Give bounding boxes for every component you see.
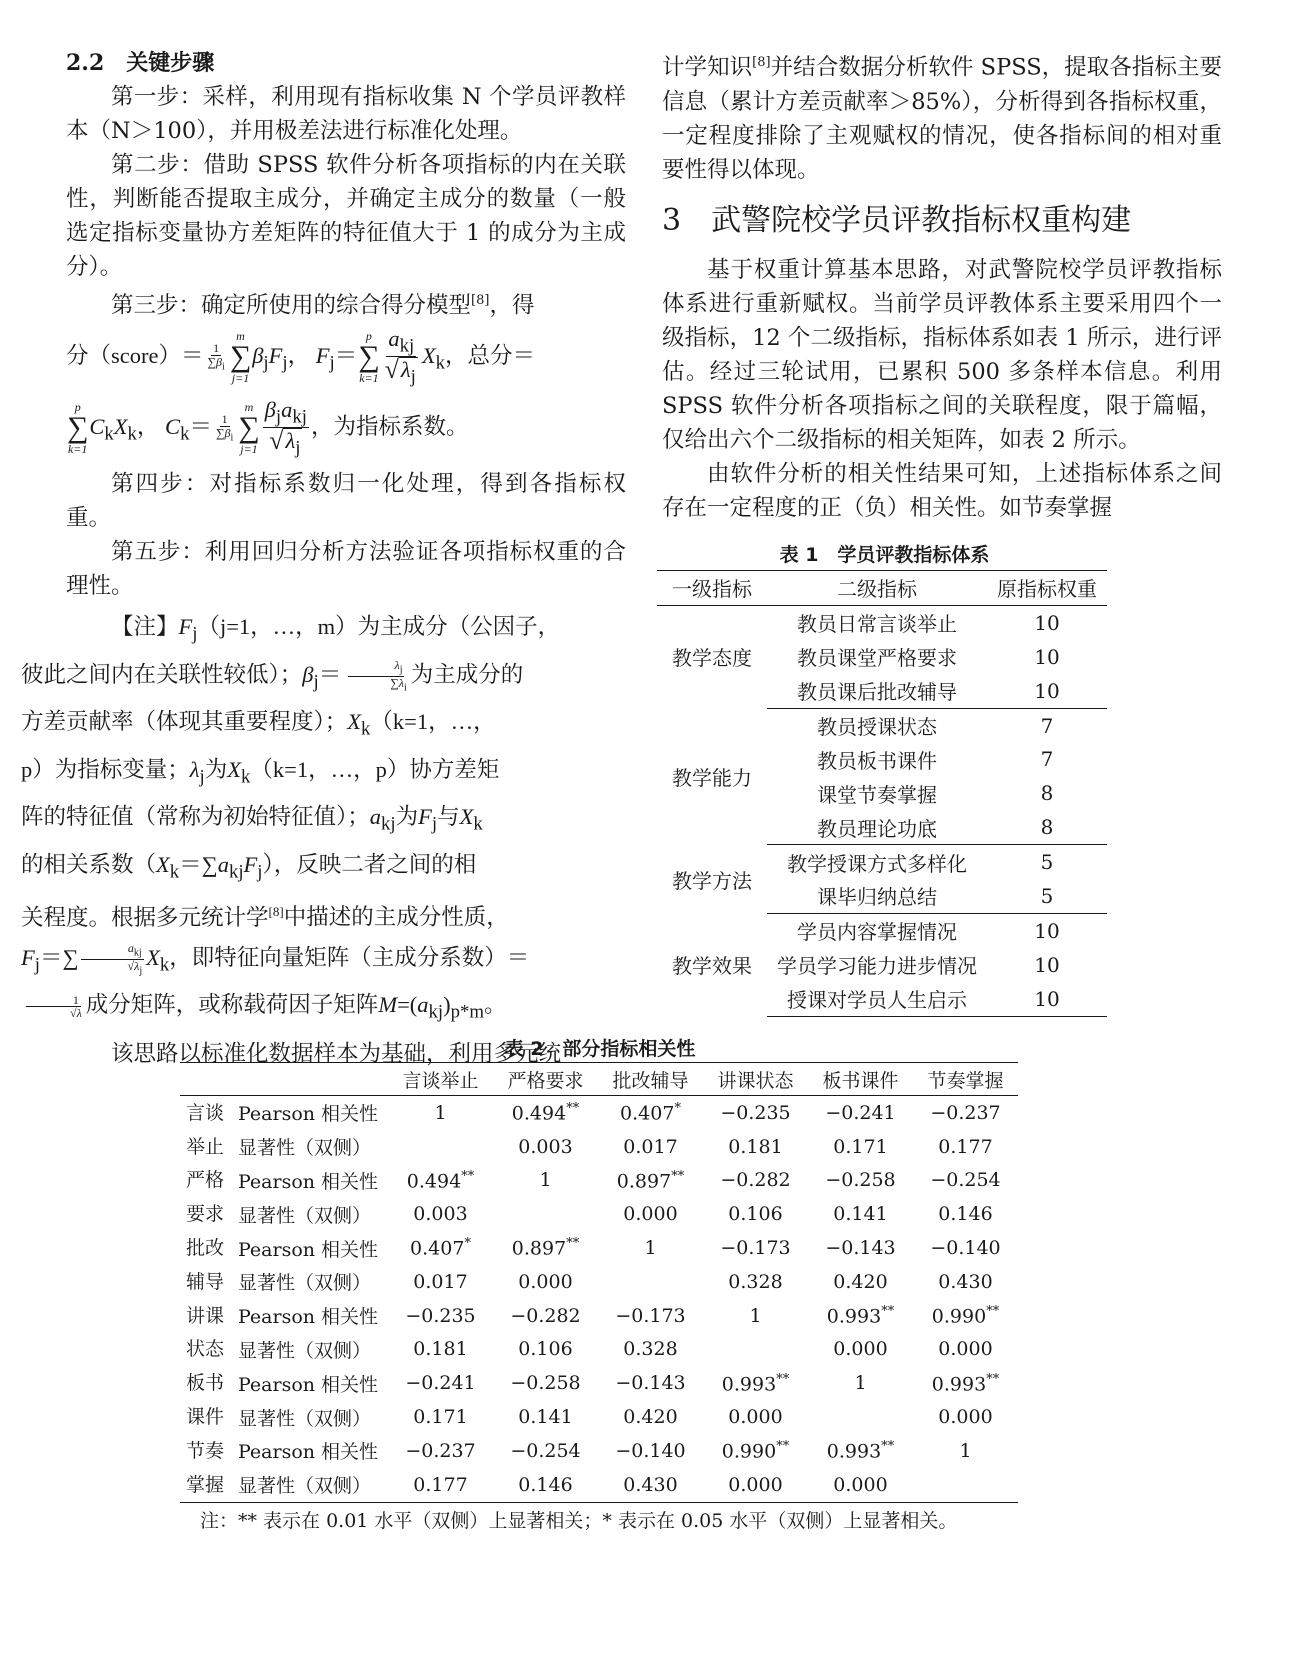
table2-header: 板书课件 [808, 1063, 913, 1096]
table2-cell: 0.171 [833, 1135, 888, 1158]
table2-cell: −0.140 [615, 1439, 686, 1462]
table2-cell [598, 1265, 703, 1299]
table2-cell: 0.177 [938, 1135, 993, 1158]
section-heading-3: 3 武警院校学员评教指标权重构建 [662, 202, 1132, 238]
table2-cell: 0.993** [931, 1371, 1000, 1395]
table1-weight: 5 [1040, 850, 1054, 875]
table2-cell: 0.000 [833, 1338, 888, 1361]
table1-primary-indicator: 教学能力 [672, 765, 752, 790]
table1-weight: 8 [987, 810, 1107, 844]
table2-metric-label: 显著性（双侧） [238, 1407, 372, 1430]
table2-cell: 0.420 [833, 1270, 888, 1293]
table1-secondary-indicator: 教学授课方式多样化 [787, 851, 967, 876]
table2-metric-label: Pearson 相关性 [238, 1373, 379, 1396]
table-row [180, 1096, 1018, 1130]
table1-group [657, 845, 1107, 914]
table2-metric-label: Pearson 相关性 [238, 1238, 379, 1261]
table1-secondary-indicator: 学员内容掌握情况 [797, 920, 957, 945]
table2-cell: 0.106 [518, 1338, 573, 1361]
table1-weight: 5 [987, 879, 1107, 913]
table2-cell: 0.407* [410, 1236, 471, 1260]
step5-paragraph: 第五步：利用回归分析方法验证各项指标权重的合理性。 [66, 539, 626, 600]
table2-cell: 0.141 [518, 1406, 573, 1429]
table2-row-label: 辅导 [186, 1270, 225, 1293]
table2-row-label: 讲课 [186, 1304, 225, 1327]
table2-cell: 0.993** [826, 1439, 895, 1463]
table2-cell: 0.003 [518, 1135, 573, 1158]
table2 [180, 1062, 1018, 1503]
table2-metric-label: Pearson 相关性 [238, 1306, 379, 1329]
table1-caption: 表 1 学员评教指标体系 [779, 544, 990, 566]
table2-row-label: 要求 [186, 1203, 225, 1226]
table2-caption: 表 2 部分指标相关性 [504, 1038, 696, 1060]
table2-header: 严格要求 [493, 1063, 598, 1096]
table2-cell: 1 [749, 1304, 762, 1327]
table2-cell: −0.254 [510, 1439, 581, 1462]
final-paragraph-left: 该思路以标准化数据样本为基础，利用多元统 [111, 1040, 562, 1067]
table2-cell: 0.430 [598, 1468, 703, 1502]
table1-header: 原指标权重 [987, 571, 1107, 606]
table2-row-label: 掌握 [180, 1468, 238, 1502]
continued-paragraph: 计学知识[8]并结合数据分析软件 SPSS，提取各指标主要信息（累计方差贡献率＞85%），分析得到各指标权重，一定程度排除了主观赋权的情况，使各指标间的相对重要性得以体现。 [662, 54, 1222, 183]
table2-cell: −0.241 [405, 1372, 476, 1395]
table1-group [657, 708, 1107, 845]
table2-cell: 0.017 [623, 1135, 678, 1158]
table2-header-row [180, 1063, 1018, 1096]
table1-secondary-indicator: 教员理论功底 [767, 810, 987, 844]
table2-header: 讲课状态 [703, 1063, 808, 1096]
table1-header-row [657, 571, 1107, 606]
table-row [180, 1468, 1018, 1502]
table1-header: 一级指标 [657, 571, 767, 606]
table2-metric-label: 显著性（双侧） [238, 1339, 372, 1362]
table-row [180, 1265, 1018, 1299]
table1-secondary-indicator: 教员板书课件 [817, 748, 937, 773]
table2-row-label: 节奏 [186, 1439, 225, 1462]
table-row [180, 1333, 1018, 1367]
table-row [657, 913, 1107, 947]
table1-secondary-indicator: 教员课后批改辅导 [767, 674, 987, 708]
table2-cell: 0.146 [493, 1468, 598, 1502]
table1-weight: 10 [987, 982, 1107, 1016]
table2-cell: 0.017 [413, 1270, 468, 1293]
table2-cell: 0.993** [826, 1304, 895, 1328]
table2-metric-label: 显著性（双侧） [238, 1204, 372, 1227]
table2-row-label: 举止 [186, 1135, 225, 1158]
note-paragraph: 【注】$F_j(j=1$，…，m）为主成分（公因子， 彼此之间内在关联性较低）；$\beta_j=$ $\frac{\lambda_j}{\sum\lambda_i}$ 为主成分的 方差贡献率（体现其重要程度）；$X_k(k=1$，…， p）为指标变量；$\lambda_j$为$X_k(k=1$，…，p）协方差矩 阵的特征值（常称为初始特征值）；$a_{kj}$为$F_j$与$X_k$ 的相关系数$(X_k=\sum a_{kj}F_j)$，反映二者之间的相 关程度。根据多元统计学[8]中描述的主成分性质， $F_j=\sum$ $\frac{a_{kj}}{√\lambda_j}$ $X_k$，即特征向量矩阵（主成分系数）＝ $\frac{1}{√\lambda}$ 成分矩阵，或称载荷因子矩阵$M=(a_{kj})_{p*m}$。 [21, 614, 561, 1023]
table2-row-label: 板书 [186, 1372, 225, 1395]
table2-cell: 0.897** [616, 1168, 685, 1193]
step4-paragraph: 第四步：对指标系数归一化处理，得到各指标权重。 [66, 471, 626, 532]
table1-secondary-indicator: 教员课堂严格要求 [797, 646, 957, 671]
table2-header: 批改辅导 [598, 1063, 703, 1096]
table2-cell [493, 1197, 598, 1231]
table-row [657, 708, 1107, 742]
step3-paragraph: 第三步：确定所使用的综合得分模型[8]，得 [111, 292, 535, 319]
coefficient-formula: p ∑ k=1 $C_kX_k$， $C_k=$ $\frac{1}{\sum\beta_i}$ m ∑ j=1 $\beta_ja_{kj}$ √ $\lambda_j$ ，为指标系数。 [67, 396, 469, 459]
table2-cell: −0.258 [825, 1169, 896, 1192]
table1-secondary-indicator: 学员学习能力进步情况 [777, 954, 977, 979]
table2-cell: −0.282 [720, 1169, 791, 1192]
table2-cell: 0.494** [511, 1101, 580, 1125]
table2-cell: 0.141 [833, 1203, 888, 1226]
table2-cell: 0.000 [623, 1203, 678, 1226]
table1-weight: 7 [1040, 713, 1054, 738]
table2-cell: −0.241 [825, 1101, 896, 1124]
table2-cell: 0.990** [721, 1439, 790, 1463]
table-row [180, 1130, 1018, 1164]
table2-cell: −0.143 [825, 1237, 896, 1260]
table2-cell: 0.430 [938, 1270, 993, 1293]
table-row [657, 845, 1107, 879]
table2-cell: 0.106 [728, 1203, 783, 1226]
table1-secondary-indicator: 授课对学员人生启示 [767, 982, 987, 1016]
table2-cell: 0.407* [620, 1101, 681, 1125]
table2-metric-label: 显著性（双侧） [238, 1468, 388, 1502]
table2-cell: 0.181 [728, 1135, 783, 1158]
table2-cell: 0.328 [623, 1338, 678, 1361]
table1-primary-indicator: 教学效果 [672, 954, 752, 979]
table2-metric-label: Pearson 相关性 [238, 1103, 379, 1126]
table2-cell: 0.181 [413, 1338, 468, 1361]
table2-cell: 0.990** [931, 1304, 1000, 1328]
table1-secondary-indicator: 课堂节奏掌握 [817, 782, 937, 807]
table1-weight: 10 [1034, 952, 1060, 977]
table2-cell: −0.282 [510, 1304, 581, 1327]
table1-secondary-indicator: 教员授课状态 [817, 715, 937, 739]
table2-cell: 0.000 [938, 1338, 993, 1361]
table2-row-label: 课件 [186, 1406, 225, 1429]
table1-weight: 8 [1040, 781, 1054, 806]
table-row [180, 1299, 1018, 1333]
table2-cell: 1 [539, 1169, 552, 1192]
table2-cell: 0.000 [703, 1468, 808, 1502]
table2-header: 言谈举止 [388, 1063, 493, 1096]
table1-weight: 10 [1034, 918, 1060, 943]
table1-secondary-indicator: 课毕归纳总结 [767, 879, 987, 913]
table2-cell: 0.494** [406, 1168, 475, 1193]
table2-row-label: 严格 [186, 1169, 225, 1192]
section-heading-2-2: 2.2 关键步骤 [66, 50, 215, 76]
table2-cell: 0.000 [938, 1406, 993, 1429]
table2-cell: 0.003 [413, 1203, 468, 1226]
table2-cell [388, 1130, 493, 1164]
table2-cell: 0.000 [808, 1468, 913, 1502]
table1-group [657, 605, 1107, 708]
table1-primary-indicator: 教学方法 [672, 868, 752, 893]
table2-cell: −0.258 [510, 1372, 581, 1395]
table2-cell [808, 1400, 913, 1434]
table2-row-label: 言谈 [186, 1101, 225, 1124]
table1-secondary-indicator: 教员日常言谈举止 [797, 612, 957, 637]
right-column [662, 46, 1222, 525]
section3-paragraph-1: 基于权重计算基本思路，对武警院校学员评教指标体系进行重新赋权。当前学员评教体系主要采用四个一级指标，12 个二级指标，指标体系如表 1 所示，进行评估。经过三轮试用，已累积 500 多条样本信息。利用 SPSS 软件分析各项指标之间的关联程度，限于篇幅，仅给出六个二级指标的相关矩阵，如表 2 所示。 [662, 256, 1222, 453]
table2-cell: 0.328 [728, 1270, 783, 1293]
section3-paragraph-2: 由软件分析的相关性结果可知，上述指标体系之间存在一定程度的正（负）相关性。如节奏掌握 [662, 460, 1222, 521]
table-row [180, 1164, 1018, 1198]
table2-cell: 0.897** [511, 1236, 580, 1260]
table2-cell: −0.143 [615, 1372, 686, 1395]
table1-weight: 10 [987, 674, 1107, 708]
table1-primary-indicator: 教学态度 [672, 646, 752, 671]
table2-cell: 0.171 [413, 1406, 468, 1429]
table1-weight: 10 [1034, 610, 1060, 635]
table2-row-label: 状态 [186, 1338, 225, 1361]
table2-cell: 1 [434, 1101, 447, 1124]
table1-weight: 7 [1040, 747, 1054, 772]
table2-header: 节奏掌握 [913, 1063, 1018, 1096]
table2-cell: −0.235 [405, 1304, 476, 1327]
table2-note: 注：** 表示在 0.01 水平（双侧）上显著相关；* 表示在 0.05 水平（双侧）上显著相关。 [200, 1510, 958, 1532]
table1 [657, 570, 1107, 1017]
table2-cell: −0.237 [930, 1101, 1001, 1124]
table2-cell: −0.173 [615, 1304, 686, 1327]
table2-cell: 0.000 [728, 1406, 783, 1429]
table2-cell: 1 [959, 1439, 972, 1462]
table2-cell: −0.140 [930, 1237, 1001, 1260]
left-column [21, 46, 626, 1071]
table1-weight: 10 [1034, 644, 1060, 669]
table-row [180, 1400, 1018, 1434]
table2-cell: 0.000 [518, 1270, 573, 1293]
table2-cell [703, 1333, 808, 1367]
table2-metric-label: Pearson 相关性 [238, 1170, 379, 1193]
table-row [180, 1231, 1018, 1265]
table-row [180, 1197, 1018, 1231]
table2-cell: 0.146 [938, 1203, 993, 1226]
table2-cell: −0.254 [930, 1169, 1001, 1192]
citation: [8] [471, 293, 490, 308]
table2-cell: 0.993** [721, 1371, 790, 1395]
table2-cell: −0.173 [720, 1237, 791, 1260]
table2-cell: −0.237 [405, 1439, 476, 1462]
table1-group [657, 913, 1107, 1016]
step2-paragraph: 第二步：借助 SPSS 软件分析各项指标的内在关联性，判断能否提取主成分，并确定主成分的数量（一般选定指标变量协方差矩阵的特征值大于 1 的成分为主成分）。 [66, 152, 626, 280]
table2-metric-label: Pearson 相关性 [238, 1441, 379, 1464]
table2-cell: 0.177 [388, 1468, 493, 1502]
table2-cell: 1 [854, 1372, 867, 1395]
table-row [180, 1366, 1018, 1400]
table1-header: 二级指标 [767, 571, 987, 606]
table2-metric-label: 显著性（双侧） [238, 1272, 372, 1295]
score-formula: 分（score）＝ $\frac{1}{\sum\beta_i}$ m ∑ j=1 $\beta_jF_j$， $F_j=$ p ∑ k=1 $a_{kj}$ √ $\lambda_j$ $X_k$，总分＝ [66, 325, 536, 388]
table2-cell [913, 1468, 1018, 1502]
table2-metric-label: 显著性（双侧） [238, 1137, 372, 1160]
table-row [180, 1434, 1018, 1468]
table2-cell: 1 [644, 1237, 657, 1260]
table-row [657, 605, 1107, 639]
table2-cell: 0.420 [623, 1406, 678, 1429]
table2-row-label: 批改 [186, 1237, 225, 1260]
step1-paragraph: 第一步：采样，利用现有指标收集 N 个学员评教样本（N＞100），并用极差法进行标准化处理。 [66, 84, 626, 144]
table2-cell: −0.235 [720, 1101, 791, 1124]
